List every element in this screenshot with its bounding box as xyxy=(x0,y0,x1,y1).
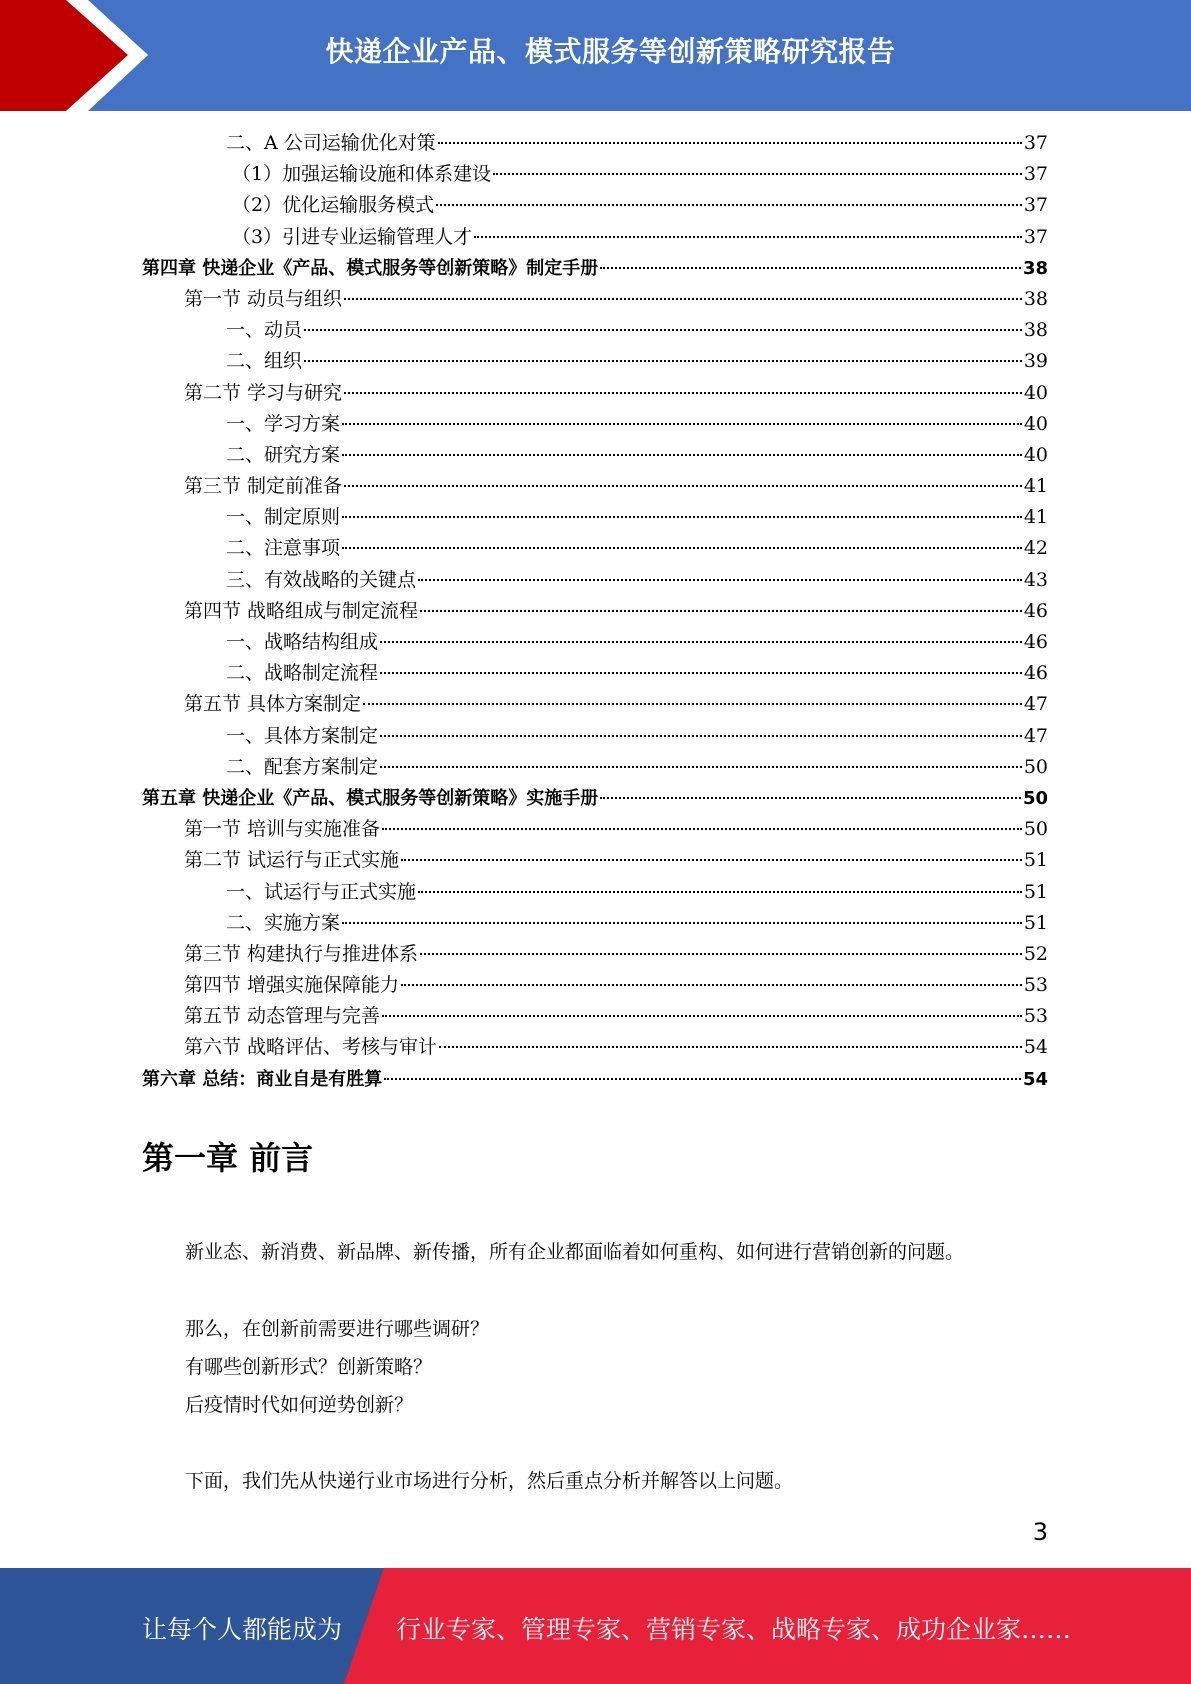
toc-entry-title: 一、试运行与正式实施 xyxy=(226,880,417,903)
toc-entry-page: 40 xyxy=(1023,381,1048,404)
toc-entry-title: 第四节 增强实施保障能力 xyxy=(184,974,400,997)
footer-slogan-left: 让每个人都能成为 xyxy=(142,1615,343,1644)
toc-entry-title: 一、具体方案制定 xyxy=(226,724,379,747)
report-title: 快递企业产品、模式服务等创新策略研究报告 xyxy=(325,35,896,68)
toc-leader-dots xyxy=(380,672,1022,674)
toc-leader-dots xyxy=(342,423,1022,425)
toc-leader-dots xyxy=(342,454,1022,456)
toc-entry-title: 第二节 试运行与正式实施 xyxy=(184,849,400,872)
toc-entry[interactable] xyxy=(142,128,1048,159)
toc-entry-page: 38 xyxy=(1023,287,1048,310)
toc-entry-page: 54 xyxy=(1022,1068,1048,1090)
toc-leader-dots xyxy=(342,547,1022,549)
toc-entry-title: 第三节 构建执行与推进体系 xyxy=(184,942,419,965)
toc-entry[interactable] xyxy=(142,409,1048,440)
toc-entry[interactable] xyxy=(142,378,1048,409)
toc-leader-dots xyxy=(384,1078,1021,1080)
toc-entry[interactable] xyxy=(142,1032,1048,1063)
toc-entry-title: 二、研究方案 xyxy=(226,443,341,466)
toc-leader-dots xyxy=(438,142,1022,144)
toc-entry[interactable] xyxy=(142,845,1048,876)
toc-entry-page: 40 xyxy=(1023,443,1048,466)
toc-entry[interactable] xyxy=(142,533,1048,564)
toc-entry-page: 37 xyxy=(1023,132,1048,154)
toc-entry[interactable] xyxy=(142,222,1048,253)
page-footer xyxy=(0,1568,1191,1684)
toc-entry[interactable] xyxy=(142,1001,1048,1032)
toc-entry[interactable] xyxy=(142,565,1048,596)
toc-entry-title: 二、A 公司运输优化对策 xyxy=(226,132,436,154)
toc-entry[interactable] xyxy=(142,752,1048,783)
toc-entry[interactable] xyxy=(142,284,1048,315)
toc-leader-dots xyxy=(420,953,1022,955)
toc-leader-dots xyxy=(344,298,1022,300)
toc-entry[interactable] xyxy=(142,658,1048,689)
toc-leader-dots xyxy=(380,735,1022,737)
toc-entry[interactable] xyxy=(142,159,1048,190)
toc-entry-page: 53 xyxy=(1023,974,1048,997)
toc-entry[interactable] xyxy=(142,877,1048,908)
toc-leader-dots xyxy=(344,392,1022,394)
toc-entry-title: 二、注意事项 xyxy=(226,537,341,560)
toc-entry[interactable] xyxy=(142,502,1048,533)
toc-entry-title: 第六节 战略评估、考核与审计 xyxy=(184,1036,438,1059)
toc-leader-dots xyxy=(304,329,1022,331)
toc-entry-page: 41 xyxy=(1023,506,1048,529)
toc-leader-dots xyxy=(474,236,1022,238)
toc-entry-title: （2）优化运输服务模式 xyxy=(232,194,435,217)
toc-entry[interactable] xyxy=(142,908,1048,939)
toc-entry-title: 一、制定原则 xyxy=(226,506,341,529)
toc-leader-dots xyxy=(418,579,1022,581)
toc-entry-title: 二、配套方案制定 xyxy=(226,755,379,778)
paragraph-intro: 新业态、新消费、新品牌、新传播，所有企业都面临着如何重构、如何进行营销创新的问题。 xyxy=(185,1241,965,1263)
toc-leader-dots xyxy=(401,859,1022,861)
toc-entry-page: 51 xyxy=(1023,911,1048,934)
page-header xyxy=(0,0,1191,111)
toc-entry-page: 50 xyxy=(1023,818,1048,841)
toc-entry[interactable] xyxy=(142,596,1048,627)
toc-entry-page: 54 xyxy=(1023,1036,1048,1059)
toc-leader-dots xyxy=(600,797,1021,799)
table-of-contents xyxy=(142,128,1048,1095)
toc-entry[interactable] xyxy=(142,315,1048,346)
toc-leader-dots xyxy=(363,703,1022,705)
toc-leader-dots xyxy=(382,828,1022,830)
toc-entry-page: 46 xyxy=(1023,662,1048,685)
toc-entry-page: 46 xyxy=(1023,599,1048,622)
toc-entry-page: 46 xyxy=(1023,631,1048,653)
toc-entry-title: 一、学习方案 xyxy=(226,412,341,435)
toc-leader-dots xyxy=(600,267,1021,269)
toc-entry-page: 51 xyxy=(1023,880,1048,903)
toc-entry[interactable] xyxy=(142,970,1048,1001)
paragraph-question-1: 那么，在创新前需要进行哪些调研？ xyxy=(185,1318,490,1340)
toc-entry-title: 三、有效战略的关键点 xyxy=(226,568,417,591)
toc-entry-title: 一、动员 xyxy=(226,319,303,342)
toc-entry-title: （3）引进专业运输管理人才 xyxy=(232,225,473,248)
toc-entry-page: 37 xyxy=(1023,194,1048,217)
toc-entry-title: 第四节 战略组成与制定流程 xyxy=(184,599,419,622)
toc-leader-dots xyxy=(436,204,1022,206)
toc-leader-dots xyxy=(418,891,1022,893)
toc-entry-title: 第四章 快递企业《产品、模式服务等创新策略》制定手册 xyxy=(142,257,599,279)
toc-entry[interactable] xyxy=(142,939,1048,970)
toc-entry-title: （1）加强运输设施和体系建设 xyxy=(232,163,492,186)
toc-entry-title: 一、战略结构组成 xyxy=(226,631,379,653)
toc-leader-dots xyxy=(342,922,1022,924)
toc-chapter-entry[interactable] xyxy=(142,783,1048,814)
toc-leader-dots xyxy=(439,1046,1022,1048)
toc-leader-dots xyxy=(344,485,1022,487)
toc-entry-page: 51 xyxy=(1023,849,1048,872)
toc-entry-title: 第一节 动员与组织 xyxy=(184,287,343,310)
toc-entry-title: 第五节 动态管理与完善 xyxy=(184,1005,381,1028)
toc-entry-page: 52 xyxy=(1023,942,1048,965)
toc-entry-title: 二、战略制定流程 xyxy=(226,662,379,685)
toc-entry-title: 二、组织 xyxy=(226,350,303,373)
toc-leader-dots xyxy=(304,360,1022,362)
toc-entry-page: 47 xyxy=(1023,693,1048,716)
toc-entry-title: 第二节 学习与研究 xyxy=(184,381,343,404)
toc-entry-title: 二、实施方案 xyxy=(226,911,341,934)
toc-entry-page: 41 xyxy=(1023,475,1048,498)
toc-entry[interactable] xyxy=(142,689,1048,720)
chapter-title: 第一章 前言 xyxy=(142,1139,314,1177)
paragraph-question-2: 有哪些创新形式？创新策略？ xyxy=(185,1356,433,1378)
toc-entry-title: 第三节 制定前准备 xyxy=(184,475,343,498)
toc-chapter-entry[interactable] xyxy=(142,1064,1048,1095)
toc-entry-page: 37 xyxy=(1023,163,1048,186)
paragraph-conclusion: 下面，我们先从快递行业市场进行分析，然后重点分析并解答以上问题。 xyxy=(185,1470,794,1492)
toc-entry-page: 50 xyxy=(1023,755,1048,778)
toc-entry[interactable] xyxy=(142,190,1048,221)
toc-entry-page: 42 xyxy=(1023,537,1048,560)
toc-entry[interactable] xyxy=(142,440,1048,471)
toc-leader-dots xyxy=(380,641,1022,643)
toc-entry-page: 39 xyxy=(1023,350,1048,373)
toc-entry-page: 38 xyxy=(1022,257,1048,279)
page-number: 3 xyxy=(1032,1518,1048,1546)
toc-entry[interactable] xyxy=(142,471,1048,502)
toc-entry-page: 40 xyxy=(1023,412,1048,435)
toc-entry-title: 第一节 培训与实施准备 xyxy=(184,818,381,841)
toc-entry-page: 50 xyxy=(1022,787,1048,809)
toc-entry-page: 43 xyxy=(1023,568,1048,591)
paragraph-question-3: 后疫情时代如何逆势创新？ xyxy=(185,1394,414,1416)
toc-leader-dots xyxy=(382,1015,1022,1017)
toc-leader-dots xyxy=(493,173,1022,175)
toc-entry-page: 47 xyxy=(1023,724,1048,747)
toc-entry[interactable] xyxy=(142,627,1048,658)
toc-entry[interactable] xyxy=(142,346,1048,377)
toc-entry[interactable] xyxy=(142,814,1048,845)
toc-leader-dots xyxy=(420,610,1022,612)
footer-slogan-right: 行业专家、管理专家、营销专家、战略专家、成功企业家…… xyxy=(396,1615,1072,1644)
toc-entry-page: 53 xyxy=(1023,1005,1048,1028)
toc-leader-dots xyxy=(342,516,1022,518)
toc-leader-dots xyxy=(401,984,1022,986)
toc-leader-dots xyxy=(380,766,1022,768)
toc-entry-title: 第五章 快递企业《产品、模式服务等创新策略》实施手册 xyxy=(142,787,599,809)
toc-entry-title: 第五节 具体方案制定 xyxy=(184,693,362,716)
toc-entry-page: 37 xyxy=(1023,225,1048,248)
toc-entry[interactable] xyxy=(142,721,1048,752)
toc-chapter-entry[interactable] xyxy=(142,253,1048,284)
toc-entry-page: 38 xyxy=(1023,319,1048,342)
toc-entry-title: 第六章 总结：商业自是有胜算 xyxy=(142,1068,383,1090)
